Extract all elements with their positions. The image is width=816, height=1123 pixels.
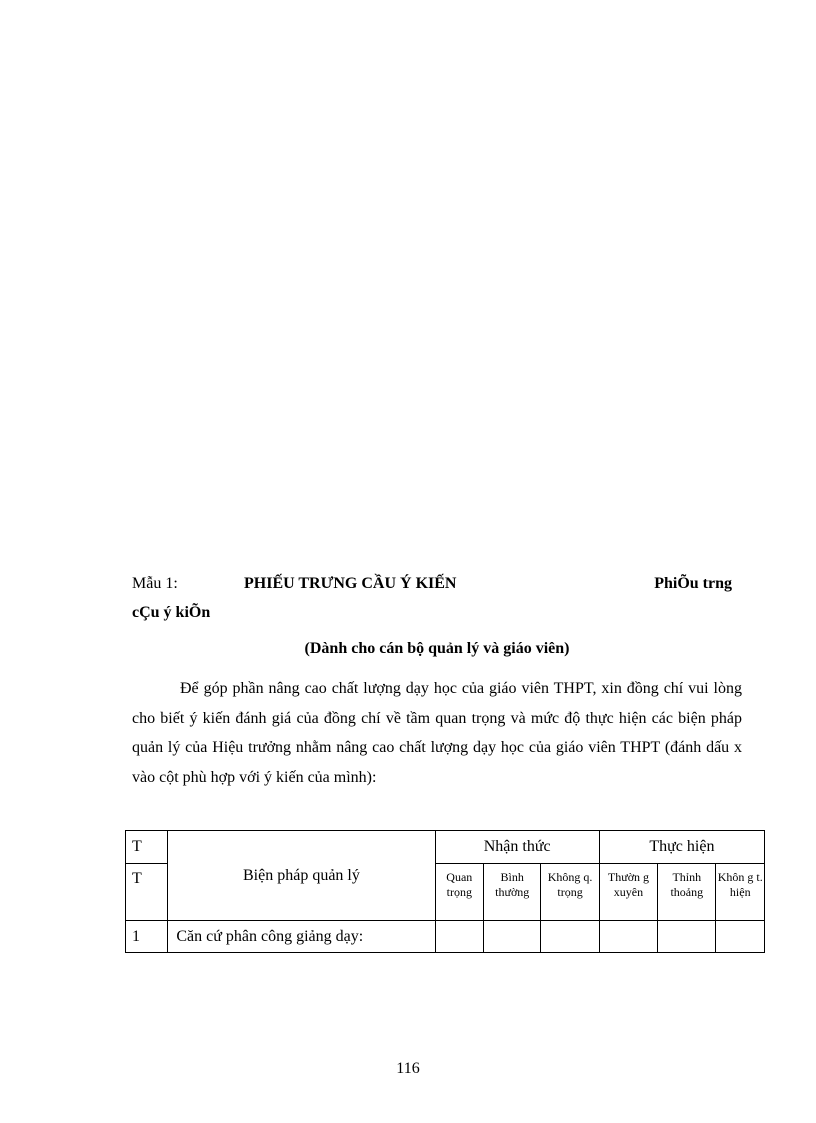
awareness-level-normal: Bình thường <box>484 864 541 921</box>
measure-header: Biện pháp quản lý <box>168 831 435 921</box>
checkbox-cell-occasional[interactable] <box>658 921 716 953</box>
table-row <box>126 921 765 953</box>
checkbox-cell-regular[interactable] <box>599 921 657 953</box>
implementation-header: Thực hiện <box>599 831 764 864</box>
intro-paragraph: Để góp phần nâng cao chất lượng dạy học của giáo viên THPT, xin đồng chí vui lòng cho biết ý kiến đánh giá của đồng chí về tầm quan trọng và mức độ thực hiện các biện pháp quản lý của Hiệu trưởng nhằm nâng cao chất lượng dạy học của giáo viên THPT (đánh dấu x vào cột phù hợp với ý kiến của mình): <box>132 680 742 786</box>
checkbox-cell-not-important[interactable] <box>541 921 599 953</box>
form-title-legacy-font-part2: cÇu ý kiÕn <box>132 604 211 621</box>
row-number: 1 <box>126 921 168 953</box>
awareness-header: Nhận thức <box>435 831 599 864</box>
checkbox-cell-not-done[interactable] <box>716 921 765 953</box>
tt-header-top: T <box>126 831 168 864</box>
form-title: PHIẾU TRƯNG CẦU Ý KIẾN <box>244 575 457 592</box>
form-subtitle: (Dành cho cán bộ quản lý và giáo viên) <box>304 640 570 657</box>
awareness-level-important: Quan trọng <box>435 864 483 921</box>
checkbox-cell-important[interactable] <box>435 921 483 953</box>
row-measure: Căn cứ phân công giảng dạy: <box>168 921 435 953</box>
form-label: Mẫu 1: <box>132 575 178 592</box>
form-header <box>132 575 732 597</box>
implementation-level-not-done: Khôn g t. hiện <box>716 864 765 921</box>
implementation-level-regular: Thườn g xuyên <box>599 864 657 921</box>
implementation-level-occasional: Thỉnh thoảng <box>658 864 716 921</box>
form-title-legacy-font-part1: PhiÕu trng <box>654 575 732 592</box>
tt-header-bottom: T <box>126 864 168 921</box>
page-number: 116 <box>396 1060 420 1077</box>
awareness-level-not-important: Không q. trọng <box>541 864 599 921</box>
survey-table <box>125 830 765 953</box>
checkbox-cell-normal[interactable] <box>484 921 541 953</box>
